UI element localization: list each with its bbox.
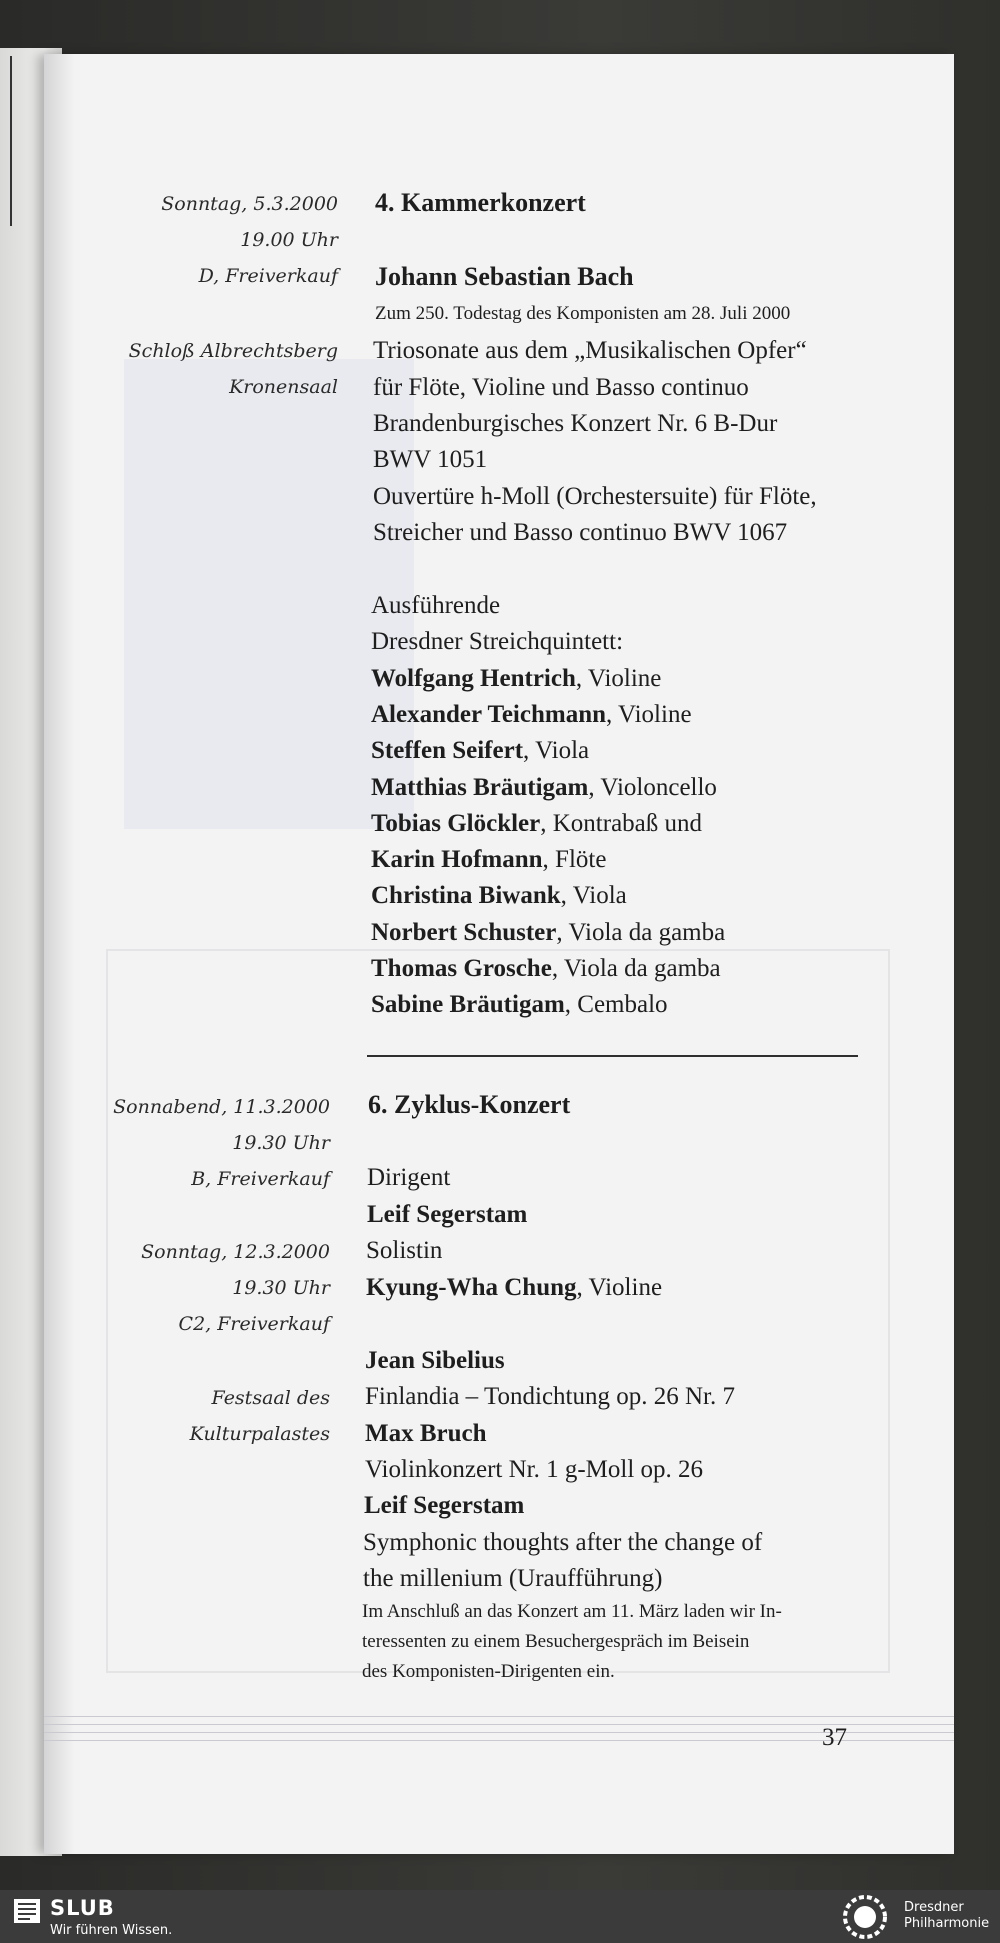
- performer-line: [371, 736, 589, 765]
- performer-line: [371, 881, 627, 910]
- concert2-time-1: 19.30 Uhr: [232, 1132, 330, 1154]
- bottom-guide-line: [44, 1740, 954, 1741]
- performer-name: Steffen Seifert: [371, 737, 524, 764]
- program-work-continued: the millenium (Uraufführung): [363, 1565, 663, 1592]
- performer-instrument: , Kontrabaß und: [540, 810, 703, 837]
- concert1-work-line: Triosonate aus dem „Musikalischen Opfer“: [373, 337, 807, 364]
- soloist-label: Solistin: [366, 1237, 443, 1264]
- concert2-venue: Festsaal des: [211, 1387, 330, 1409]
- performer-name: Norbert Schuster: [371, 919, 557, 946]
- soloist-instrument: , Violine: [576, 1274, 663, 1301]
- performer-name: Karin Hofmann: [371, 846, 543, 873]
- bottom-guide-line: [44, 1724, 954, 1725]
- slub-logo-icon: [14, 1899, 40, 1923]
- philharmonie-name-line2: Philharmonie: [904, 1916, 990, 1931]
- concert2-date-1: Sonnabend, 11.3.2000: [113, 1096, 330, 1118]
- dresdner-philharmonie-logo-icon: [842, 1894, 888, 1940]
- section-divider: [367, 1055, 858, 1057]
- slub-name: SLUB: [50, 1896, 115, 1920]
- program-work: Violinkonzert Nr. 1 g-Moll op. 26: [365, 1456, 704, 1483]
- performer-instrument: , Cembalo: [564, 991, 668, 1018]
- concert1-time: 19.00 Uhr: [240, 229, 338, 251]
- concert1-composer: Johann Sebastian Bach: [375, 262, 634, 291]
- concert1-venue: Schloß Albrechtsberg: [128, 340, 338, 362]
- performer-instrument: , Flöte: [542, 846, 607, 873]
- concert1-work-line: BWV 1051: [373, 446, 488, 473]
- concert2-title: 6. Zyklus-Konzert: [368, 1090, 571, 1119]
- footer-bar: [0, 1890, 1000, 1943]
- concert2-venue-hall: Kulturpalastes: [189, 1423, 330, 1445]
- performer-instrument: , Viola: [560, 882, 627, 909]
- program-composer: Jean Sibelius: [365, 1347, 505, 1374]
- program-work: Finlandia – Tondichtung op. 26 Nr. 7: [365, 1383, 735, 1410]
- concert1-work-line: Ouvertüre h-Moll (Orchestersuite) für Flöte,: [373, 483, 817, 510]
- performer-instrument: , Viola: [523, 737, 590, 764]
- concert1-title: 4. Kammerkonzert: [375, 188, 586, 217]
- performer-line: [371, 700, 692, 729]
- concert2-date-2: Sonntag, 12.3.2000: [141, 1241, 330, 1263]
- performer-instrument: , Viola da gamba: [556, 919, 726, 946]
- performers-label: Ausführende: [371, 592, 501, 619]
- bottom-guide-line: [44, 1716, 954, 1717]
- bottom-guide-line: [44, 1732, 954, 1733]
- performer-line: [371, 990, 668, 1019]
- concert1-note: Zum 250. Todestag des Komponisten am 28. Juli 2000: [375, 303, 791, 324]
- program-composer: Max Bruch: [365, 1420, 487, 1447]
- conductor-label: Dirigent: [367, 1164, 451, 1191]
- concert1-work-line: Streicher und Basso continuo BWV 1067: [373, 519, 788, 546]
- program-work: Symphonic thoughts after the change of: [363, 1529, 763, 1556]
- concert1-ticket-series: D, Freiverkauf: [198, 265, 338, 287]
- performer-instrument: , Violoncello: [588, 774, 717, 801]
- page-number: 37: [822, 1724, 847, 1751]
- slub-tagline: Wir führen Wissen.: [50, 1923, 173, 1938]
- performer-line: [371, 773, 717, 802]
- performer-line: [371, 918, 725, 947]
- ensemble-name: Dresdner Streichquintett:: [371, 628, 624, 655]
- performer-name: Christina Biwank: [371, 882, 561, 909]
- performer-name: Matthias Bräutigam: [371, 774, 589, 801]
- performer-name: Alexander Teichmann: [371, 701, 606, 728]
- performer-name: Sabine Bräutigam: [371, 991, 565, 1018]
- performer-name: Thomas Grosche: [371, 955, 552, 982]
- concert1-work-line: Brandenburgisches Konzert Nr. 6 B-Dur: [373, 410, 778, 437]
- concert2-time-2: 19.30 Uhr: [232, 1277, 330, 1299]
- soloist-name: Kyung-Wha Chung: [366, 1274, 577, 1301]
- concert1-work-line: für Flöte, Violine und Basso continuo: [373, 374, 749, 401]
- conductor-name: Leif Segerstam: [367, 1201, 528, 1228]
- performer-name: Wolfgang Hentrich: [371, 665, 576, 692]
- concert2-ticket-series-1: B, Freiverkauf: [191, 1168, 330, 1190]
- performer-instrument: , Violine: [606, 701, 692, 728]
- performer-line: [371, 954, 721, 983]
- concert2-ticket-series-2: C2, Freiverkauf: [178, 1313, 330, 1335]
- performer-line: [371, 809, 702, 838]
- concert1-room: Kronensaal: [229, 376, 338, 398]
- performer-line: [371, 664, 661, 693]
- performer-instrument: , Viola da gamba: [551, 955, 721, 982]
- performer-line: [371, 845, 606, 874]
- performer-instrument: , Violine: [575, 665, 662, 692]
- soloist-line: [366, 1273, 662, 1302]
- footnote-line: des Komponisten-Dirigenten ein.: [362, 1661, 615, 1682]
- page-fold-shadow: [44, 54, 74, 1854]
- performer-name: Tobias Glöckler: [371, 810, 541, 837]
- philharmonie-name-line1: Dresdner: [904, 1900, 964, 1915]
- footnote-line: teressenten zu einem Besuchergespräch im Beisein: [362, 1631, 750, 1652]
- program-composer: Leif Segerstam: [364, 1492, 525, 1519]
- concert1-date: Sonntag, 5.3.2000: [161, 193, 338, 215]
- footnote-line: Im Anschluß an das Konzert am 11. März laden wir In-: [362, 1601, 782, 1622]
